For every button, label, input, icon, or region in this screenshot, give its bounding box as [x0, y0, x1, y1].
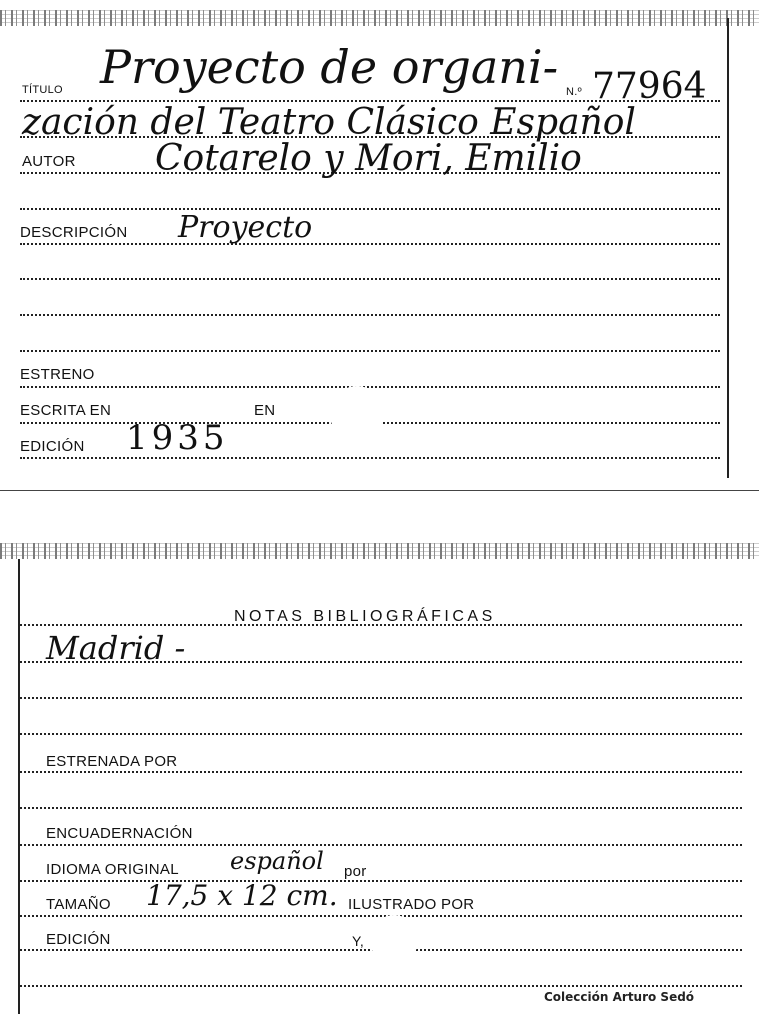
rule-line	[20, 208, 720, 210]
rule-line	[20, 386, 720, 388]
card-bottom-edge	[0, 490, 759, 491]
autor-label: AUTOR	[22, 153, 76, 170]
estreno-label: ESTRENO	[20, 366, 95, 383]
title-handwritten-line2: zación del Teatro Clásico Español	[22, 102, 636, 143]
rule-line	[20, 733, 742, 735]
numero-label: N.º	[566, 86, 582, 98]
paper-stain	[330, 386, 384, 442]
title-handwritten-line1: Proyecto de organi-	[100, 40, 559, 94]
por-label: por	[344, 863, 367, 880]
catalog-number: 77964	[592, 66, 707, 107]
card-right-border	[727, 18, 729, 478]
rule-line	[20, 985, 742, 987]
tamano-value: 17,5 x 12 cm.	[146, 879, 338, 912]
edicion-value: 1935	[126, 418, 229, 458]
rule-line	[20, 880, 742, 882]
estrenada-por-label: ESTRENADA POR	[46, 753, 178, 770]
catalog-card-back	[0, 535, 759, 1028]
rule-line	[20, 844, 742, 846]
descripcion-value: Proyecto	[178, 210, 313, 245]
autor-value: Cotarelo y Mori, Emilio	[155, 138, 582, 179]
ilustrado-por-label: ILUSTRADO POR	[348, 896, 475, 913]
encuadernacion-label: ENCUADERNACIÓN	[46, 825, 193, 842]
titulo-label: TÍTULO	[22, 84, 63, 96]
rule-line	[20, 314, 720, 316]
escrita-en-label: ESCRITA EN	[20, 402, 112, 419]
tamano-label: TAMAÑO	[46, 896, 111, 913]
edicion-label-back: EDICIÓN	[46, 931, 111, 948]
card-top-edge	[0, 10, 759, 26]
edicion-label: EDICIÓN	[20, 438, 85, 455]
notes-line1: Madrid -	[46, 629, 186, 667]
card-left-border	[18, 559, 20, 1014]
paper-stain	[370, 915, 418, 965]
idioma-value: español	[230, 847, 324, 875]
en-label: EN	[254, 402, 276, 419]
rule-line	[20, 697, 742, 699]
catalog-card-front	[0, 0, 759, 495]
y-label: Y,	[352, 933, 365, 949]
rule-line	[20, 457, 720, 459]
rule-line	[20, 278, 720, 280]
rule-line	[20, 243, 720, 245]
rule-line	[20, 771, 742, 773]
colophon: Colección Arturo Sedó	[544, 990, 695, 1004]
rule-line	[20, 807, 742, 809]
notas-heading: NOTAS BIBLIOGRÁFICAS	[234, 608, 496, 625]
descripcion-label: DESCRIPCIÓN	[20, 224, 128, 241]
rule-line	[20, 915, 742, 917]
idioma-original-label: IDIOMA ORIGINAL	[46, 861, 179, 878]
rule-line	[20, 350, 720, 352]
card-top-edge	[0, 543, 759, 559]
